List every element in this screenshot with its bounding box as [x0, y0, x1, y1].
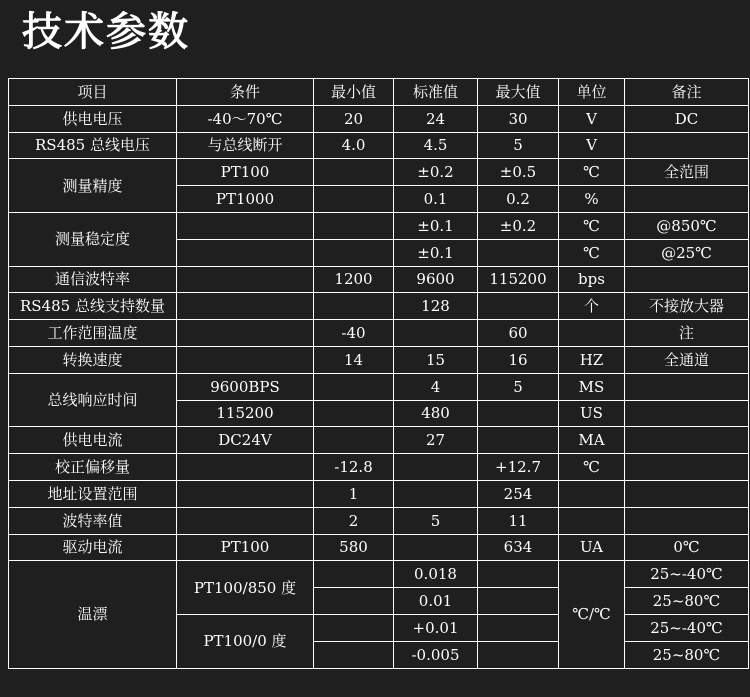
- table-cell: 供电电压: [9, 105, 177, 132]
- table-cell: [625, 186, 749, 213]
- table-cell: -40～70℃: [177, 105, 314, 132]
- table-cell: 25~-40℃: [625, 614, 749, 641]
- table-cell: [478, 427, 559, 454]
- table-cell: [177, 239, 314, 266]
- table-cell: 4: [394, 373, 478, 400]
- table-cell: [177, 266, 314, 293]
- table-cell: ±0.2: [478, 212, 559, 239]
- table-cell: 工作范围温度: [9, 320, 177, 347]
- table-row: [9, 507, 749, 534]
- table-row: [9, 132, 749, 159]
- table-cell: 温漂: [9, 561, 177, 668]
- header-cell: 最大值: [478, 79, 559, 106]
- table-cell: 115200: [478, 266, 559, 293]
- header-cell: 单位: [559, 79, 625, 106]
- table-cell: ℃: [559, 239, 625, 266]
- table-cell: [478, 641, 559, 668]
- table-cell: MS: [559, 373, 625, 400]
- table-cell: [314, 614, 394, 641]
- table-cell: [177, 507, 314, 534]
- table-cell: US: [559, 400, 625, 427]
- table-cell: bps: [559, 266, 625, 293]
- header-cell: 项目: [9, 79, 177, 106]
- table-cell: [478, 614, 559, 641]
- table-cell: [625, 400, 749, 427]
- table-cell: 全通道: [625, 346, 749, 373]
- table-cell: V: [559, 105, 625, 132]
- table-cell: 测量稳定度: [9, 212, 177, 266]
- table-row: [9, 105, 749, 132]
- table-cell: PT100: [177, 534, 314, 561]
- table-cell: 测量精度: [9, 159, 177, 213]
- table-row: [9, 454, 749, 481]
- table-row: [9, 427, 749, 454]
- table-cell: PT100: [177, 159, 314, 186]
- table-row: [9, 293, 749, 320]
- table-cell: @25℃: [625, 239, 749, 266]
- table-cell: [478, 561, 559, 588]
- page-title: 技术参数: [22, 9, 190, 55]
- table-cell: 25~-40℃: [625, 561, 749, 588]
- table-cell: ℃: [559, 159, 625, 186]
- table-cell: 个: [559, 293, 625, 320]
- table-cell: [625, 480, 749, 507]
- table-cell: 115200: [177, 400, 314, 427]
- table-cell: 2: [314, 507, 394, 534]
- table-cell: 4.0: [314, 132, 394, 159]
- table-cell: 20: [314, 105, 394, 132]
- table-cell: 1: [314, 480, 394, 507]
- table-cell: 634: [478, 534, 559, 561]
- table-row: [9, 320, 749, 347]
- table-cell: 14: [314, 346, 394, 373]
- table-cell: HZ: [559, 346, 625, 373]
- table-cell: ±0.1: [394, 212, 478, 239]
- table-cell: ℃: [559, 454, 625, 481]
- table-cell: [314, 588, 394, 615]
- table-cell: [625, 454, 749, 481]
- table-cell: [625, 132, 749, 159]
- table-cell: 60: [478, 320, 559, 347]
- table-cell: [177, 454, 314, 481]
- table-cell: 0.2: [478, 186, 559, 213]
- table-cell: 15: [394, 346, 478, 373]
- table-cell: [314, 400, 394, 427]
- table-cell: [177, 320, 314, 347]
- table-cell: 27: [394, 427, 478, 454]
- table-cell: 25~80℃: [625, 641, 749, 668]
- table-row: [9, 561, 749, 588]
- table-cell: [177, 346, 314, 373]
- header-cell: 标准值: [394, 79, 478, 106]
- table-cell: 地址设置范围: [9, 480, 177, 507]
- table-cell: 580: [314, 534, 394, 561]
- table-cell: 不接放大器: [625, 293, 749, 320]
- table-row: [9, 212, 749, 239]
- table-cell: 4.5: [394, 132, 478, 159]
- table-cell: [314, 373, 394, 400]
- table-cell: 5: [478, 373, 559, 400]
- table-cell: UA: [559, 534, 625, 561]
- table-cell: V: [559, 132, 625, 159]
- table-row: [9, 534, 749, 561]
- table-cell: 128: [394, 293, 478, 320]
- table-cell: 总线响应时间: [9, 373, 177, 427]
- table-cell: 供电电流: [9, 427, 177, 454]
- table-cell: 1200: [314, 266, 394, 293]
- table-cell: 254: [478, 480, 559, 507]
- table-cell: ±0.1: [394, 239, 478, 266]
- table-row: [9, 266, 749, 293]
- table-cell: [177, 480, 314, 507]
- table-cell: [394, 480, 478, 507]
- table-cell: [478, 400, 559, 427]
- table-cell: [314, 159, 394, 186]
- table-cell: -12.8: [314, 454, 394, 481]
- table-cell: [177, 293, 314, 320]
- table-cell: RS485 总线支持数量: [9, 293, 177, 320]
- table-cell: [314, 239, 394, 266]
- table-cell: 0.01: [394, 588, 478, 615]
- table-cell: [394, 534, 478, 561]
- table-cell: [478, 293, 559, 320]
- table-cell: ±0.5: [478, 159, 559, 186]
- table-row: [9, 159, 749, 186]
- header-cell: 条件: [177, 79, 314, 106]
- table-cell: RS485 总线电压: [9, 132, 177, 159]
- table-cell: ±0.2: [394, 159, 478, 186]
- table-cell: 全范围: [625, 159, 749, 186]
- table-row: [9, 480, 749, 507]
- table-cell: 25~80℃: [625, 588, 749, 615]
- table-cell: 5: [478, 132, 559, 159]
- table-cell: [625, 507, 749, 534]
- table-cell: MA: [559, 427, 625, 454]
- table-cell: [625, 427, 749, 454]
- table-cell: 9600BPS: [177, 373, 314, 400]
- table-cell: +0.01: [394, 614, 478, 641]
- table-cell: ℃/℃: [559, 561, 625, 668]
- table-cell: [314, 641, 394, 668]
- table-cell: 与总线断开: [177, 132, 314, 159]
- table-cell: [314, 561, 394, 588]
- table-cell: 480: [394, 400, 478, 427]
- table-cell: 0℃: [625, 534, 749, 561]
- table-header-row: [9, 79, 749, 106]
- table-cell: [394, 454, 478, 481]
- table-cell: 驱动电流: [9, 534, 177, 561]
- table-cell: 波特率值: [9, 507, 177, 534]
- table-cell: ℃: [559, 212, 625, 239]
- table-cell: [625, 373, 749, 400]
- table-cell: 通信波特率: [9, 266, 177, 293]
- table-cell: [314, 427, 394, 454]
- table-cell: PT1000: [177, 186, 314, 213]
- table-cell: [478, 588, 559, 615]
- table-cell: 校正偏移量: [9, 454, 177, 481]
- table-cell: [314, 186, 394, 213]
- table-row: [9, 346, 749, 373]
- table-cell: [394, 320, 478, 347]
- table-cell: [625, 266, 749, 293]
- table-cell: PT100/0 度: [177, 614, 314, 668]
- header-cell: 备注: [625, 79, 749, 106]
- table-cell: 注: [625, 320, 749, 347]
- table-cell: 16: [478, 346, 559, 373]
- table-cell: [177, 212, 314, 239]
- table-cell: DC: [625, 105, 749, 132]
- table-cell: [314, 293, 394, 320]
- table-cell: 11: [478, 507, 559, 534]
- table-cell: 9600: [394, 266, 478, 293]
- table-cell: 30: [478, 105, 559, 132]
- table-cell: @850℃: [625, 212, 749, 239]
- table-cell: 转换速度: [9, 346, 177, 373]
- table-cell: 24: [394, 105, 478, 132]
- header-cell: 最小值: [314, 79, 394, 106]
- table-cell: [478, 239, 559, 266]
- table-cell: [559, 507, 625, 534]
- table-cell: [314, 212, 394, 239]
- table-cell: DC24V: [177, 427, 314, 454]
- table-cell: %: [559, 186, 625, 213]
- table-cell: [559, 320, 625, 347]
- spec-table: [8, 78, 749, 669]
- table-cell: 0.1: [394, 186, 478, 213]
- table-cell: -0.005: [394, 641, 478, 668]
- table-row: [9, 373, 749, 400]
- table-cell: 5: [394, 507, 478, 534]
- table-cell: -40: [314, 320, 394, 347]
- table-cell: [559, 480, 625, 507]
- table-cell: PT100/850 度: [177, 561, 314, 615]
- table-cell: +12.7: [478, 454, 559, 481]
- table-cell: 0.018: [394, 561, 478, 588]
